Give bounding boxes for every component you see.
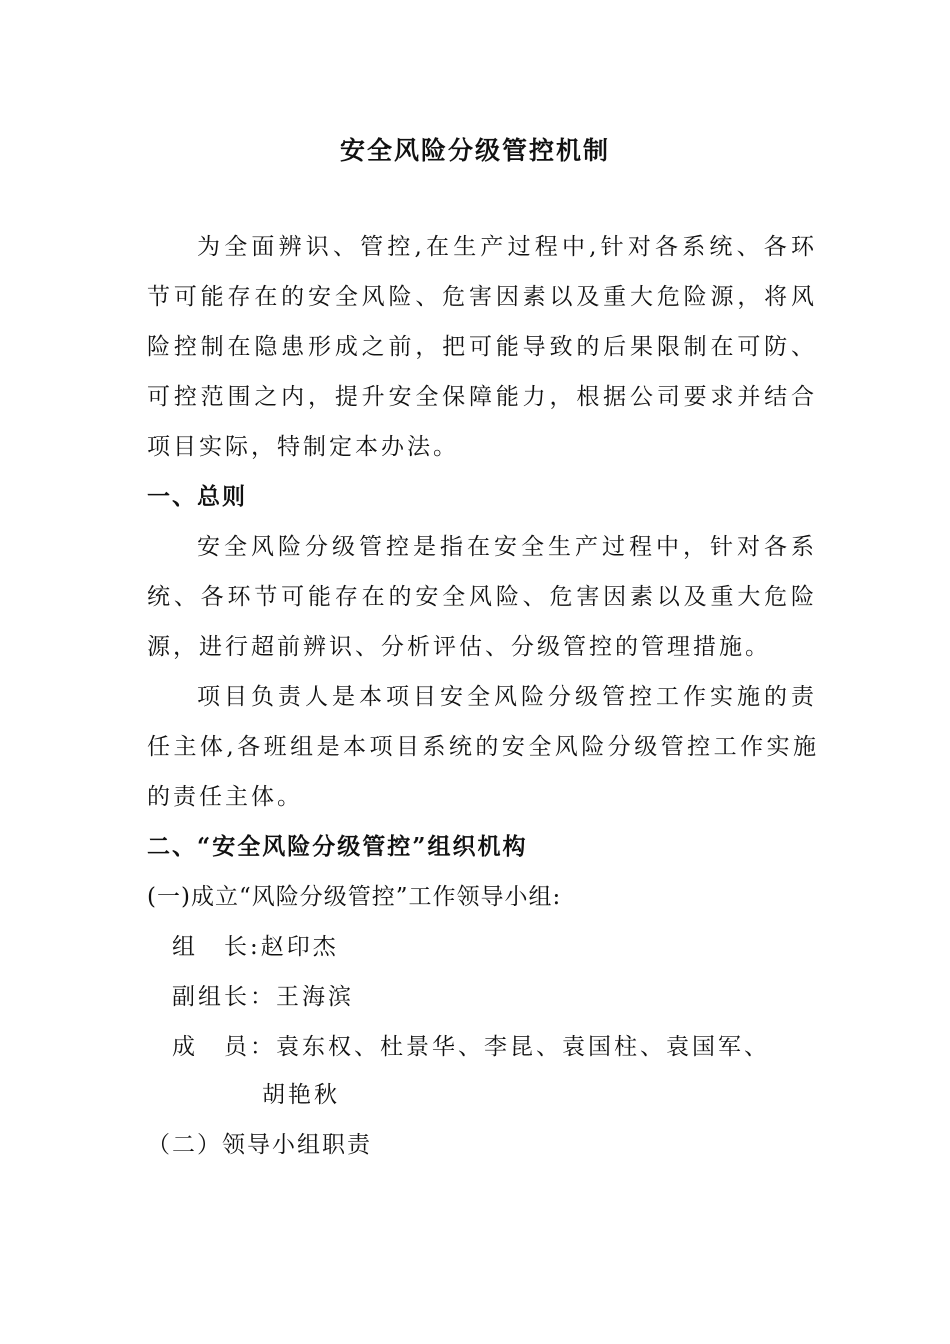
- document-title: 安全风险分级管控机制: [339, 136, 610, 165]
- group-deputy-leader: 副组长：王海滨: [172, 984, 354, 1010]
- group-members-line-2: 胡艳秋: [262, 1082, 340, 1108]
- intro-line-2: 节可能存在的安全风险、危害因素以及重大危险源，将风: [147, 284, 817, 310]
- section-2-subheading-2: （二）领导小组职责: [147, 1132, 372, 1158]
- section-2-subheading-1: (一)成立“风险分级管控”工作领导小组:: [147, 884, 562, 910]
- section-1-para-2-line-3: 的责任主体。: [147, 784, 303, 810]
- group-members-line-1: 成 员：袁东权、杜景华、李昆、袁国柱、袁国军、: [172, 1034, 770, 1060]
- section-2-heading: 二、“安全风险分级管控”组织机构: [147, 833, 528, 860]
- intro-line-1: 为全面辨识、管控,在生产过程中,针对各系统、各环: [197, 234, 817, 260]
- intro-line-4: 可控范围之内，提升安全保障能力，根据公司要求并结合: [147, 384, 817, 410]
- group-leader: 组 长:赵印杰: [172, 934, 339, 960]
- section-1-para-2-line-2: 任主体,各班组是本项目系统的安全风险分级管控工作实施: [147, 734, 817, 760]
- section-1-heading: 一、总则: [147, 483, 247, 510]
- section-1-para-1-line-2: 统、各环节可能存在的安全风险、危害因素以及重大危险: [147, 584, 817, 610]
- intro-line-5: 项目实际，特制定本办法。: [147, 434, 459, 460]
- section-1-para-1-line-1: 安全风险分级管控是指在安全生产过程中，针对各系: [197, 534, 817, 560]
- section-1-para-1-line-3: 源，进行超前辨识、分析评估、分级管控的管理措施。: [147, 634, 771, 660]
- section-1-para-2-line-1: 项目负责人是本项目安全风险分级管控工作实施的责: [197, 684, 817, 710]
- intro-line-3: 险控制在隐患形成之前，把可能导致的后果限制在可防、: [147, 334, 817, 360]
